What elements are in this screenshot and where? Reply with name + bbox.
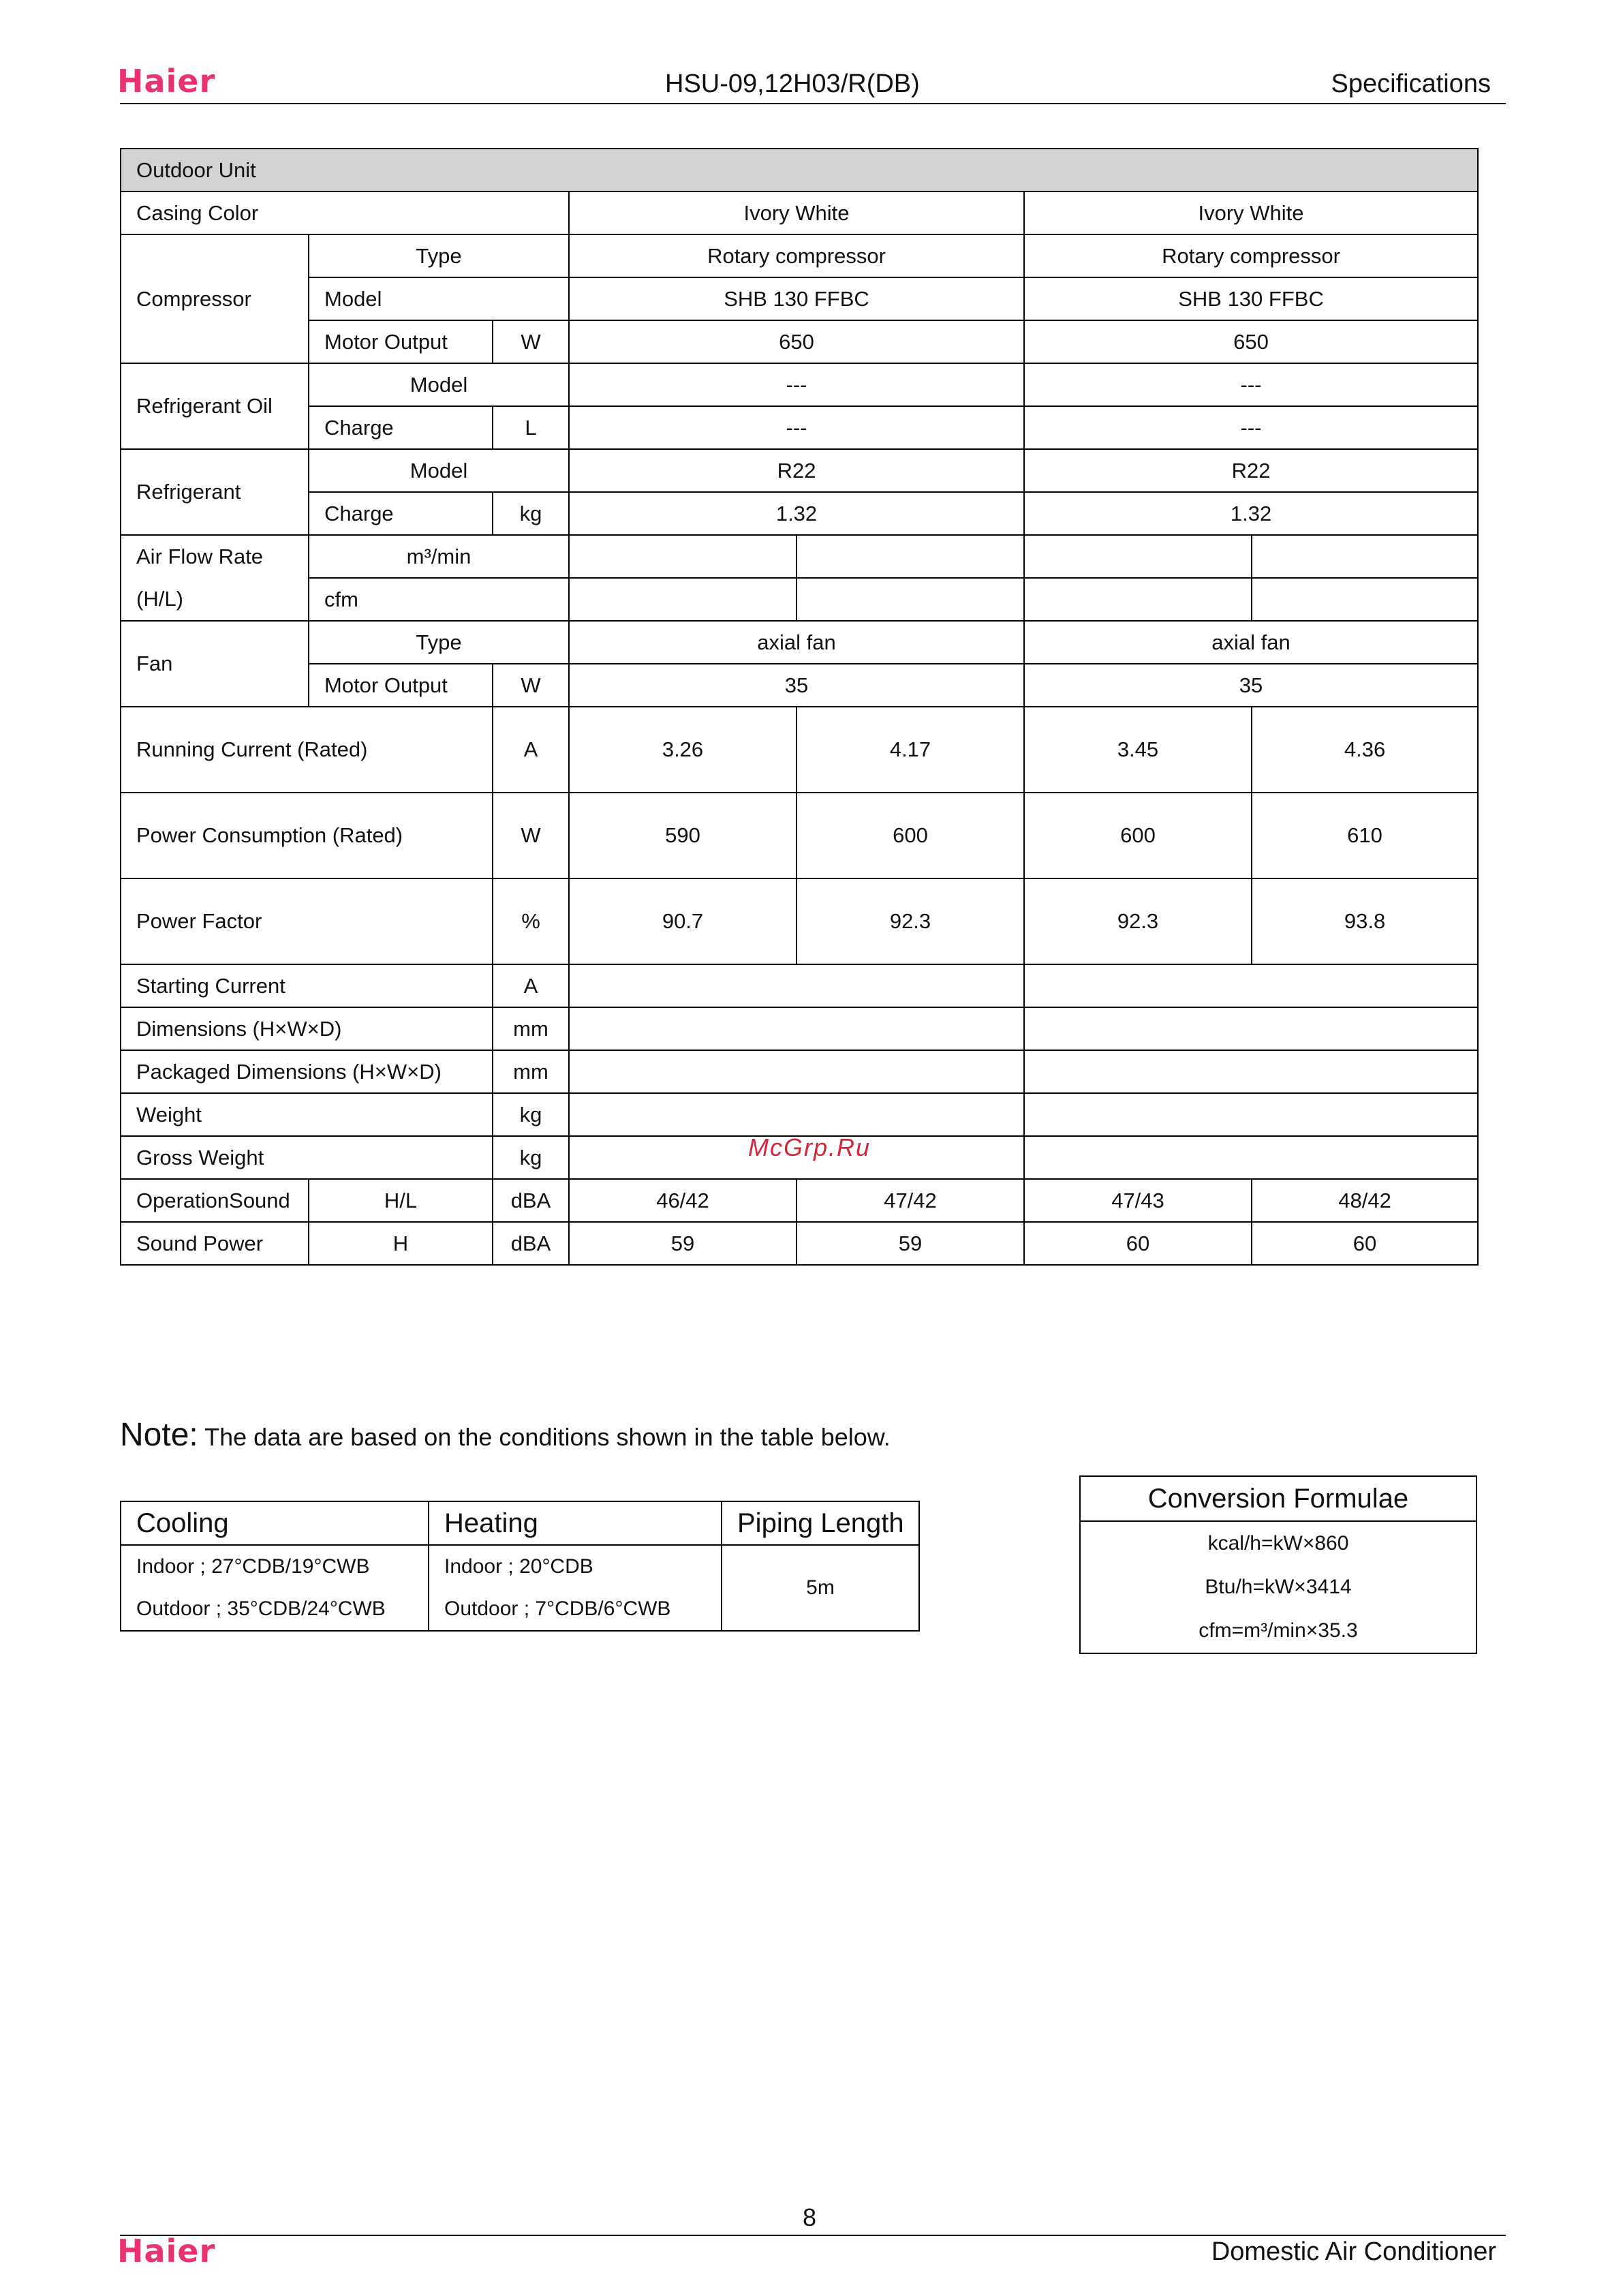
table-row (121, 1093, 1478, 1136)
formula: Btu/h=kW×3414 (1080, 1565, 1477, 1609)
cell-value: 59 (797, 1222, 1024, 1265)
cell-value: 47/42 (797, 1179, 1024, 1222)
sub-label: Model (309, 449, 569, 492)
cell-empty (569, 1093, 1024, 1136)
row-label: Air Flow Rate (121, 535, 309, 578)
table-row (121, 1050, 1478, 1093)
brand-logo: Haier (117, 63, 216, 100)
table-row (1080, 1521, 1477, 1565)
cell-value: --- (569, 363, 1024, 406)
cell-empty (1024, 578, 1252, 621)
footer-rule (120, 2235, 1506, 2236)
table-row (1080, 1565, 1477, 1609)
unit: kg (493, 492, 569, 535)
mode: H (309, 1222, 493, 1265)
note-prefix: Note: (120, 1417, 198, 1453)
table-row (121, 793, 1478, 878)
unit: mm (493, 1007, 569, 1050)
table-row (121, 621, 1478, 664)
row-label: Weight (121, 1093, 493, 1136)
row-label: Gross Weight (121, 1136, 493, 1179)
row-label: Power Factor (121, 878, 493, 964)
unit: A (493, 964, 569, 1007)
cell-value: 59 (569, 1222, 797, 1265)
cell-value: 590 (569, 793, 797, 878)
unit: kg (493, 1093, 569, 1136)
outdoor-unit-spec-table (120, 148, 1479, 1266)
cell-empty (1252, 578, 1478, 621)
table-row (121, 234, 1478, 277)
cell-empty (569, 964, 1024, 1007)
table-row (121, 192, 1478, 234)
cell-value: --- (569, 406, 1024, 449)
cell-value: R22 (1024, 449, 1478, 492)
sub-label: Model (309, 277, 569, 320)
table-row (121, 1545, 919, 1588)
cell-value: 92.3 (797, 878, 1024, 964)
table-row (121, 277, 1478, 320)
table-row (1080, 1609, 1477, 1653)
cell-empty (1024, 535, 1252, 578)
cell-value: 4.17 (797, 707, 1024, 793)
footer-text: Domestic Air Conditioner (1211, 2237, 1496, 2266)
row-label: Compressor (121, 234, 309, 363)
formula: cfm=m³/min×35.3 (1080, 1609, 1477, 1653)
row-label: Running Current (Rated) (121, 707, 493, 793)
cell-value: 92.3 (1024, 878, 1252, 964)
cell-value: SHB 130 FFBC (569, 277, 1024, 320)
cell-value: Ivory White (1024, 192, 1478, 234)
cell-value: 650 (1024, 320, 1478, 363)
table-row (121, 664, 1478, 707)
cell-value: 1.32 (1024, 492, 1478, 535)
header-rule (120, 103, 1506, 104)
model-title: HSU-09,12H03/R(DB) (665, 70, 920, 98)
table-row (121, 878, 1478, 964)
table-title: Outdoor Unit (121, 149, 1478, 192)
conditions-table (120, 1501, 920, 1632)
cell-value: Indoor ; 27°CDB/19°CWB (121, 1545, 429, 1588)
sub-label: Motor Output (309, 664, 493, 707)
cell-value: 93.8 (1252, 878, 1478, 964)
cell-value: axial fan (569, 621, 1024, 664)
formula: kcal/h=kW×860 (1080, 1521, 1477, 1565)
table-row (121, 578, 1478, 621)
unit: kg (493, 1136, 569, 1179)
table-row (121, 1007, 1478, 1050)
unit: dBA (493, 1179, 569, 1222)
table-row (121, 535, 1478, 578)
cell-value: 60 (1024, 1222, 1252, 1265)
section-title: Specifications (1331, 70, 1491, 98)
cell-empty (1024, 1136, 1478, 1179)
cell-value: 35 (1024, 664, 1478, 707)
table-row (121, 1179, 1478, 1222)
cell-value: Outdoor ; 7°CDB/6°CWB (429, 1588, 722, 1631)
cell-empty (1024, 964, 1478, 1007)
cell-empty (797, 578, 1024, 621)
row-label: Packaged Dimensions (H×W×D) (121, 1050, 493, 1093)
cell-value: 48/42 (1252, 1179, 1478, 1222)
table-row (121, 449, 1478, 492)
unit: m³/min (309, 535, 569, 578)
cell-value: --- (1024, 406, 1478, 449)
cell-value: SHB 130 FFBC (1024, 277, 1478, 320)
unit: cfm (309, 578, 569, 621)
cell-value: --- (1024, 363, 1478, 406)
mode: H/L (309, 1179, 493, 1222)
row-label: Fan (121, 621, 309, 707)
cell-value: 5m (722, 1545, 919, 1631)
sub-label: Motor Output (309, 320, 493, 363)
column-header: Piping Length (722, 1501, 919, 1545)
row-label: Casing Color (121, 192, 569, 234)
sub-label: Charge (309, 406, 493, 449)
row-label: OperationSound (121, 1179, 309, 1222)
note (120, 1416, 891, 1454)
sub-label: Type (309, 234, 569, 277)
row-label: Refrigerant Oil (121, 363, 309, 449)
cell-value: 1.32 (569, 492, 1024, 535)
row-label: (H/L) (121, 578, 309, 621)
cell-value: 35 (569, 664, 1024, 707)
cell-value: 4.36 (1252, 707, 1478, 793)
row-label: Sound Power (121, 1222, 309, 1265)
table-row (121, 492, 1478, 535)
cell-value: 60 (1252, 1222, 1478, 1265)
unit: W (493, 664, 569, 707)
cell-value: 90.7 (569, 878, 797, 964)
cell-value: 3.45 (1024, 707, 1252, 793)
cell-empty (569, 578, 797, 621)
cell-value: Rotary compressor (1024, 234, 1478, 277)
cell-value: Indoor ; 20°CDB (429, 1545, 722, 1588)
cell-value: Outdoor ; 35°CDB/24°CWB (121, 1588, 429, 1631)
table-row (121, 363, 1478, 406)
sub-label: Type (309, 621, 569, 664)
unit: dBA (493, 1222, 569, 1265)
row-label: Starting Current (121, 964, 493, 1007)
cell-empty (569, 1050, 1024, 1093)
cell-value: axial fan (1024, 621, 1478, 664)
cell-empty (797, 535, 1024, 578)
row-label: Power Consumption (Rated) (121, 793, 493, 878)
sub-label: Charge (309, 492, 493, 535)
cell-empty (569, 1007, 1024, 1050)
unit: A (493, 707, 569, 793)
table-row (121, 1501, 919, 1545)
note-text: The data are based on the conditions shown in the table below. (198, 1423, 891, 1451)
watermark: McGrp.Ru (748, 1133, 871, 1161)
unit: W (493, 320, 569, 363)
cell-empty (1024, 1093, 1478, 1136)
unit: L (493, 406, 569, 449)
cell-empty (569, 535, 797, 578)
table-row (121, 707, 1478, 793)
cell-value: Rotary compressor (569, 234, 1024, 277)
cell-value: 46/42 (569, 1179, 797, 1222)
unit: W (493, 793, 569, 878)
table-row (121, 406, 1478, 449)
footer-logo: Haier (117, 2233, 216, 2269)
page-number: 8 (803, 2203, 817, 2231)
table-row (121, 1222, 1478, 1265)
cell-value: 3.26 (569, 707, 797, 793)
column-header: Cooling (121, 1501, 429, 1545)
cell-empty (1024, 1050, 1478, 1093)
cell-value: 600 (1024, 793, 1252, 878)
table-row (1080, 1476, 1477, 1521)
row-label: Dimensions (H×W×D) (121, 1007, 493, 1050)
column-header: Heating (429, 1501, 722, 1545)
cell-value: 610 (1252, 793, 1478, 878)
table-row (121, 964, 1478, 1007)
cell-value: R22 (569, 449, 1024, 492)
cell-empty (1252, 535, 1478, 578)
unit: mm (493, 1050, 569, 1093)
row-label: Refrigerant (121, 449, 309, 535)
cell-empty (1024, 1007, 1478, 1050)
conversion-table (1079, 1475, 1477, 1654)
table-row (121, 320, 1478, 363)
table-row (121, 149, 1478, 192)
unit: % (493, 878, 569, 964)
sub-label: Model (309, 363, 569, 406)
cell-value: 600 (797, 793, 1024, 878)
cell-value: 650 (569, 320, 1024, 363)
cell-value: Ivory White (569, 192, 1024, 234)
cell-value: 47/43 (1024, 1179, 1252, 1222)
column-header: Conversion Formulae (1080, 1476, 1477, 1521)
